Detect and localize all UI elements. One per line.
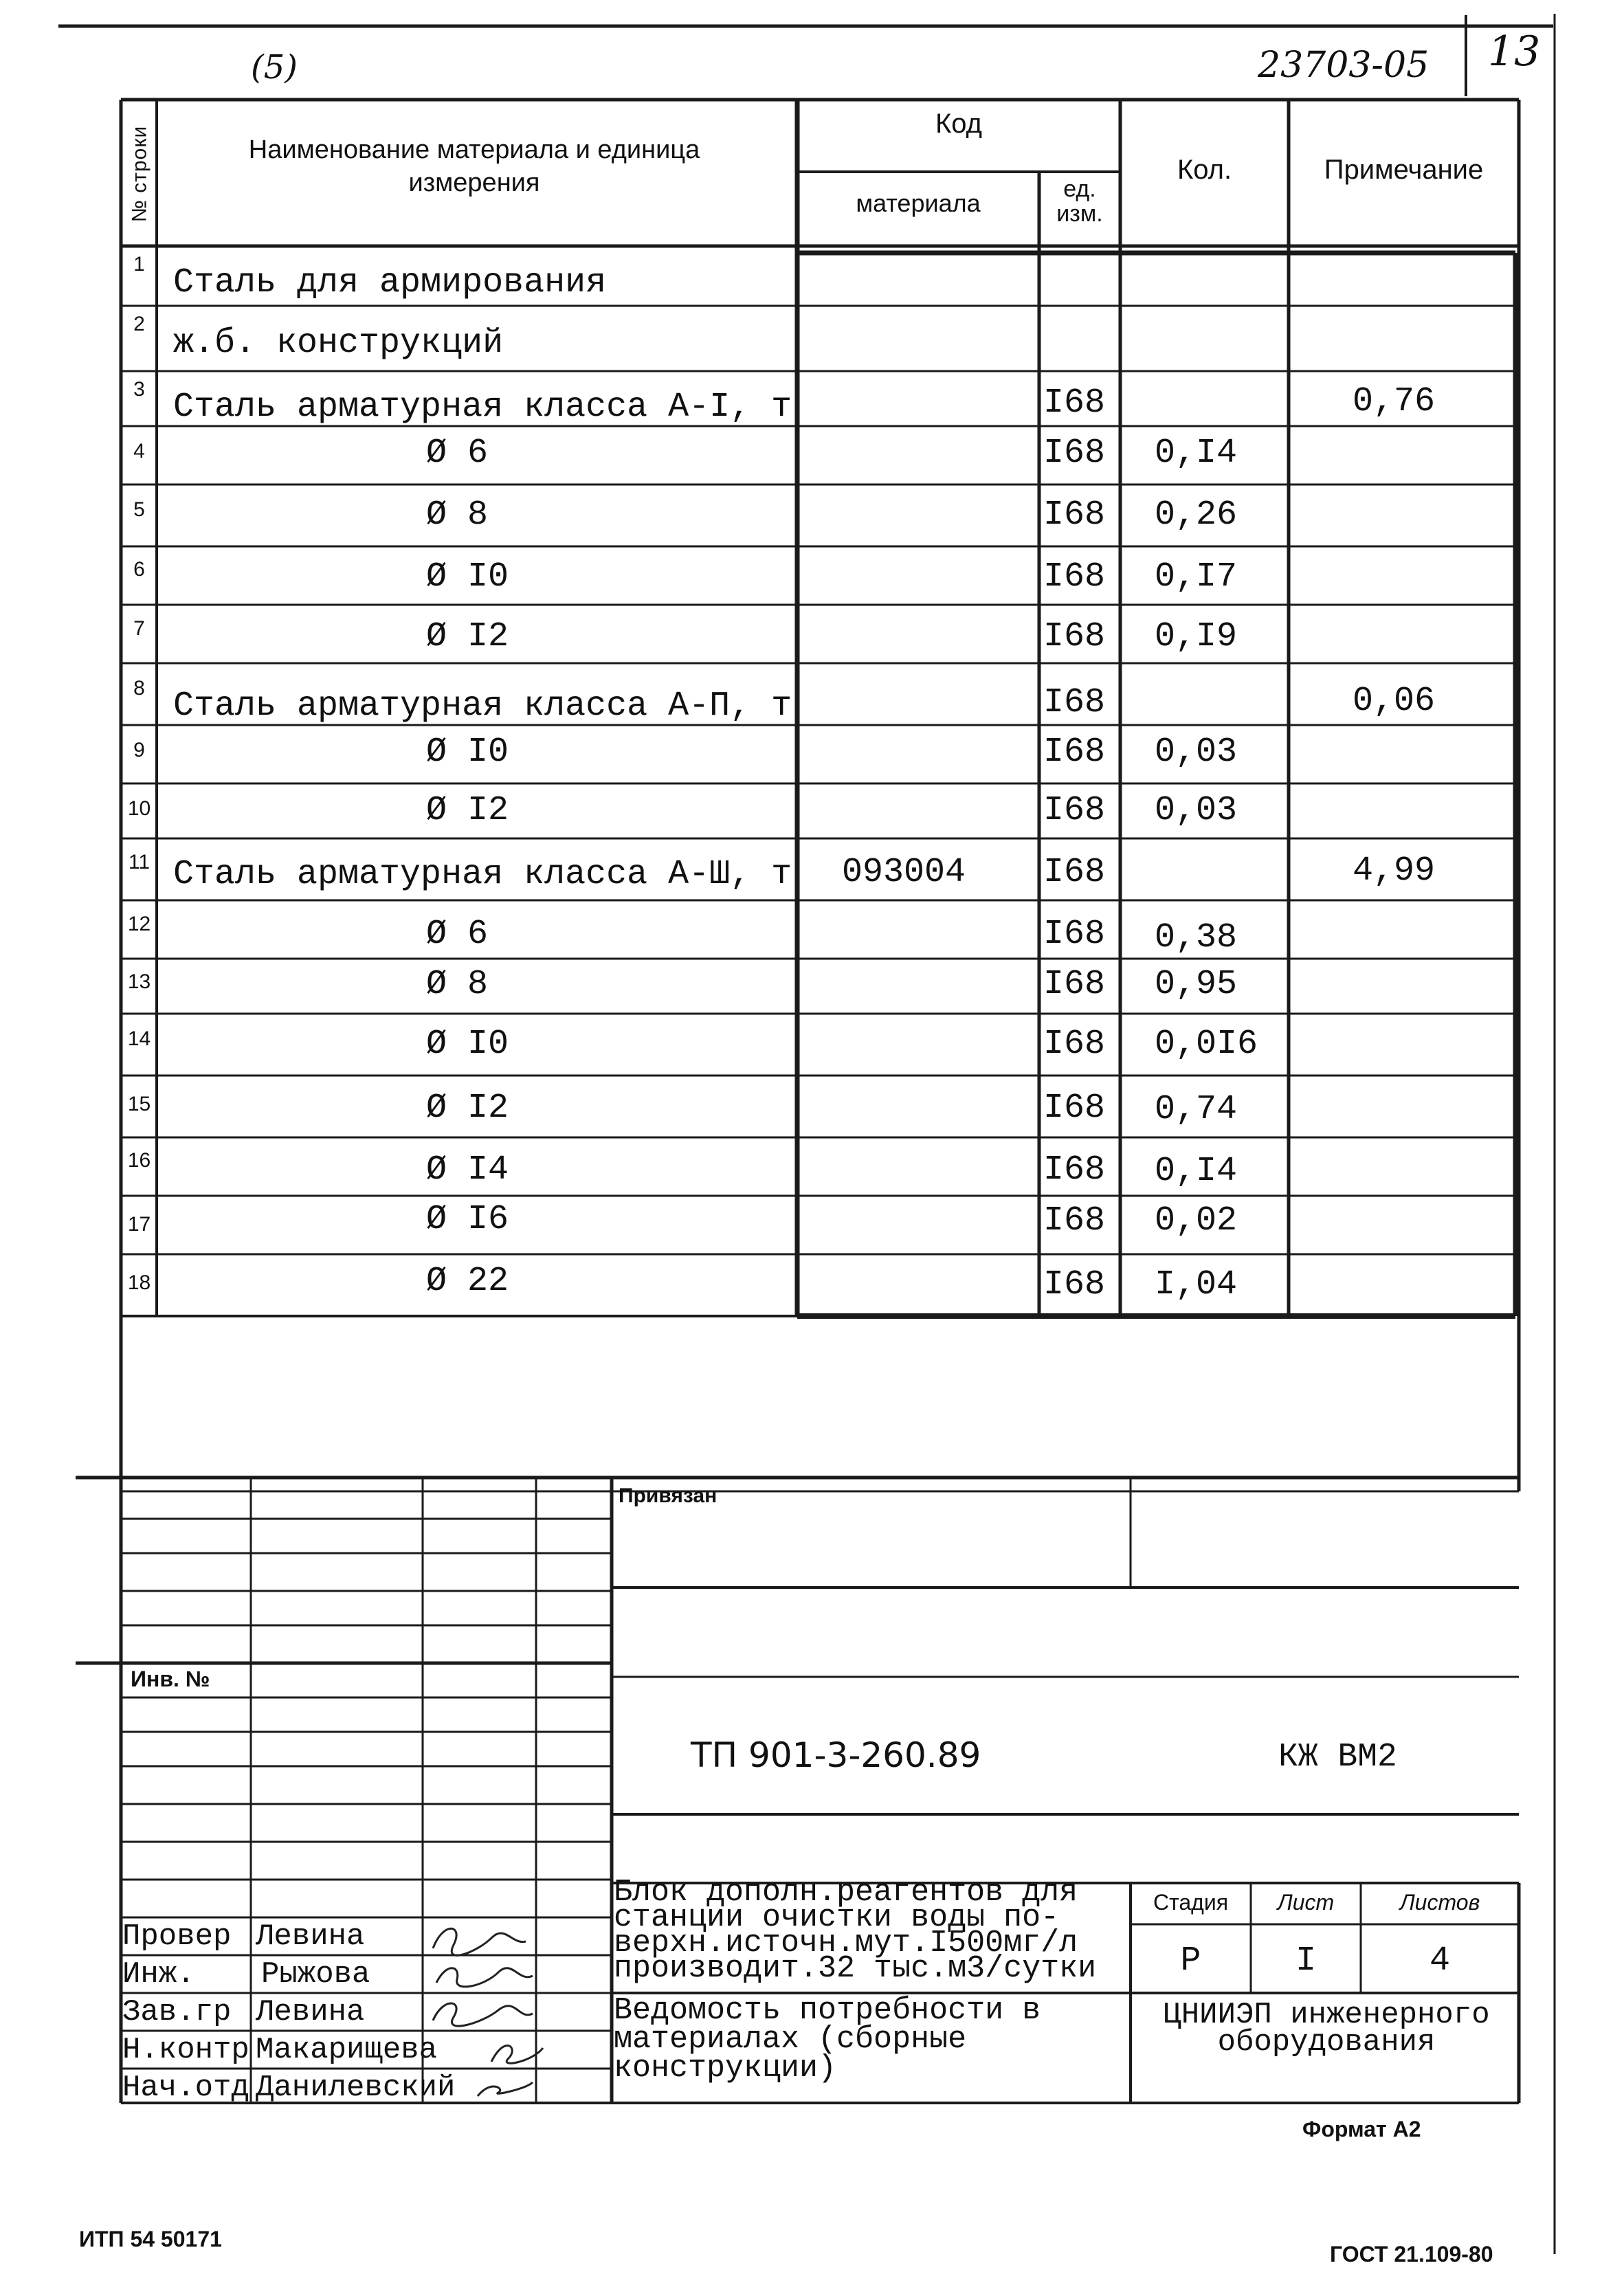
sheet-title: Ведомость потребности в материалах (сборные конструкции) (614, 1993, 1041, 2086)
material-name: Ø I2 (426, 791, 509, 830)
row-number: 10 (127, 797, 151, 820)
quantity-value: 0,I4 (1155, 1152, 1238, 1191)
document-mark: КЖ ВМ2 (1278, 1739, 1397, 1776)
itp-number: ИТП 54 50171 (79, 2227, 222, 2251)
signature-role: Зав.гр (122, 1995, 232, 2029)
quantity-value: 0,74 (1155, 1090, 1238, 1129)
row-number: 7 (133, 617, 145, 640)
sheets-label: Листов (1399, 1890, 1480, 1915)
unit-code: I68 (1043, 683, 1106, 722)
object-title: Блок дополн.реагентов для станции очистки воды по- верхн.источн.мут.I500мг/л производит.32 тыс.м3/сутки (614, 1875, 1097, 1986)
signature-name: Левина (256, 1995, 365, 2029)
quantity-value: 0,95 (1155, 965, 1238, 1004)
unit-code: I68 (1043, 853, 1106, 892)
material-name: Ø I4 (426, 1150, 509, 1190)
row-number: 16 (127, 1149, 151, 1172)
unit-code: I68 (1043, 791, 1106, 830)
quantity-value: 0,02 (1155, 1201, 1238, 1240)
signature-name: Макарищева (256, 2033, 438, 2067)
material-name: Ø I2 (426, 617, 509, 656)
doc-number: 23703-05 (1258, 45, 1430, 86)
unit-code: I68 (1043, 383, 1106, 423)
material-code: 093004 (842, 853, 966, 892)
sheet-value: I (1295, 1941, 1316, 1981)
signature-name: Данилевский (256, 2071, 456, 2105)
quantity-value: 0,I9 (1155, 617, 1238, 656)
row-number: 18 (127, 1271, 151, 1294)
unit-code: I68 (1043, 733, 1106, 772)
privyazan-label: Привязан (619, 1484, 718, 1507)
quantity-value: 0,38 (1155, 918, 1238, 957)
material-name: Ø 6 (426, 915, 489, 954)
unit-code: I68 (1043, 1265, 1106, 1304)
quantity-value: 0,03 (1155, 733, 1238, 772)
signature-role: Провер (122, 1919, 232, 1954)
row-number: 8 (133, 677, 145, 700)
unit-code: I68 (1043, 1089, 1106, 1128)
organization: ЦНИИЭП инженерного оборудования (1163, 1998, 1490, 2060)
quantity-value: I,04 (1155, 1265, 1238, 1304)
material-name: Ø 22 (426, 1262, 509, 1301)
unit-code: I68 (1043, 965, 1106, 1004)
material-name: Ø I0 (426, 557, 509, 597)
material-name: Ø 6 (426, 434, 489, 473)
signature-name: Рыжова (261, 1957, 370, 1992)
stage-label: Стадия (1153, 1890, 1229, 1915)
column-header-row-no: № строки (128, 125, 151, 223)
material-name: Ø I0 (426, 1025, 509, 1064)
material-name: Сталь арматурная класса А-П, т (173, 687, 792, 726)
unit-code: I68 (1043, 557, 1106, 597)
column-header-unit: ед. изм. (1056, 176, 1103, 227)
quantity-value: 0,26 (1155, 495, 1238, 535)
column-header-name: Наименование материала и единица измерения (248, 135, 700, 197)
stage-value: Р (1180, 1941, 1201, 1981)
material-name: Сталь для армирования (173, 263, 607, 302)
material-name: Ø 8 (426, 495, 489, 535)
project-code: ТП 901-3-260.89 (691, 1735, 981, 1775)
signature-name: Левина (256, 1919, 365, 1954)
signature-role: Инж. (122, 1957, 195, 1992)
row-number: 3 (133, 378, 145, 401)
row-number: 9 (133, 739, 145, 761)
signature-role: Н.контр (122, 2033, 249, 2067)
gost-reference: ГОСТ 21.109-80 (1330, 2242, 1493, 2267)
unit-code: I68 (1043, 617, 1106, 656)
quantity-value: 0,I7 (1155, 557, 1238, 597)
row-number: 14 (127, 1027, 151, 1050)
sheet-label: Лист (1277, 1890, 1335, 1915)
row-number: 13 (127, 970, 151, 993)
row-number: 17 (127, 1213, 151, 1236)
material-name: Ø I0 (426, 733, 509, 772)
material-name: Сталь арматурная класса А-Ш, т (173, 855, 792, 894)
material-name: Ø I2 (426, 1089, 509, 1128)
note-value: 0,06 (1353, 682, 1436, 721)
signature-role: Нач.отд (122, 2071, 249, 2105)
unit-code: I68 (1043, 1150, 1106, 1190)
row-number: 12 (127, 913, 151, 935)
column-header-qty: Кол. (1177, 155, 1232, 185)
material-name: Ø 8 (426, 965, 489, 1004)
unit-code: I68 (1043, 915, 1106, 954)
unit-code: I68 (1043, 1025, 1106, 1064)
quantity-value: 0,03 (1155, 791, 1238, 830)
note-value: 4,99 (1353, 851, 1436, 891)
quantity-value: 0,I4 (1155, 434, 1238, 473)
handwritten-signatures (423, 1917, 612, 2103)
sheets-value: 4 (1429, 1941, 1450, 1981)
unit-code: I68 (1043, 1201, 1106, 1240)
row-number: 15 (127, 1093, 151, 1115)
column-header-code-group: Код (935, 109, 982, 139)
material-name: Ø I6 (426, 1200, 509, 1239)
material-name: Сталь арматурная класса А-I, т (173, 388, 792, 427)
row-number: 4 (133, 440, 145, 463)
note-value: 0,76 (1353, 382, 1436, 421)
unit-code: I68 (1043, 434, 1106, 473)
paper-format: Формат А2 (1302, 2117, 1421, 2141)
inventory-number-label: Инв. № (131, 1667, 210, 1691)
row-number: 2 (133, 313, 145, 335)
column-header-material: материала (856, 189, 981, 217)
column-header-note: Примечание (1324, 155, 1484, 185)
material-name: ж.б. конструкций (173, 324, 504, 363)
row-number: 5 (133, 498, 145, 521)
page-number: 13 (1488, 27, 1541, 76)
row-number: 11 (128, 851, 151, 873)
unit-code: I68 (1043, 495, 1106, 535)
sheet-mark: (5) (251, 48, 298, 87)
row-number: 6 (133, 558, 145, 581)
row-number: 1 (133, 253, 145, 276)
quantity-value: 0,0I6 (1155, 1025, 1258, 1064)
